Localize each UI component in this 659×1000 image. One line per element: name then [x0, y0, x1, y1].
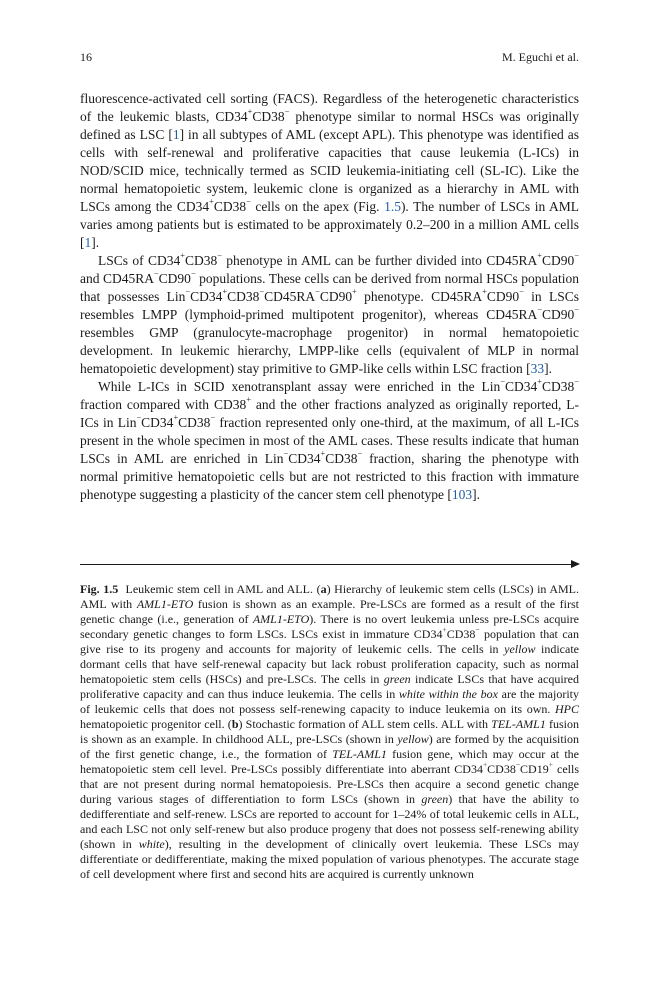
- citation-link[interactable]: 1: [172, 127, 180, 142]
- paragraph-1: fluorescence-activated cell sorting (FACS). Regardless of the heterogenetic characteristics of the leukemic blasts, CD34+CD38− phenotype similar to normal HSCs was originally defined as LSC [1] in all subtypes of AML (except APL). This phenotype was identified as cells with self-renewal and proliferative capacities that cause leukemia (L-ICs) in NOD/SCID mice, technically termed as SCID leukemia-initiating cell (SL-IC). Like the normal hematopoietic system, leukemic clone is organized as a hierarchy in AML with LSCs among the CD34+CD38− cells on the apex (Fig. 1.5). The number of LSCs in AML varies among patients but is estimated to be approximately 0.2–200 in a million AML cells [1].: [80, 91, 579, 250]
- arrow-right-icon: [571, 560, 580, 568]
- running-author: M. Eguchi et al.: [502, 50, 579, 64]
- figure-label: Fig. 1.5: [80, 582, 119, 596]
- figure-placeholder-rule: [80, 564, 574, 565]
- citation-link[interactable]: 103: [451, 487, 473, 502]
- page-number: 16: [80, 50, 92, 64]
- citation-link[interactable]: 33: [530, 361, 545, 376]
- figure-caption: Fig. 1.5 Leukemic stem cell in AML and ALL. (a) Hierarchy of leukemic stem cells (LSCs) in AML. AML with AML1-ETO fusion is shown as an example. Pre-LSCs are formed as a result of the first genetic change (i.e., generation of AML1-ETO). There is no overt leukemia unless pre-LSCs acquire secondary genetic changes to form LSCs. LSCs exist in immature CD34+CD38− population that can give rise to its progeny and accounts for majority of leukemic cells. The cells in yellow indicate dormant cells that have self-renewal capacity but lack robust proliferation capacity, such as normal hematopoietic stem cells (HSCs) and pre-LSCs. The cells in green indicate LSCs that have acquired proliferative capacity and can thus induce leukemia. The cells in white within the box are the majority of leukemic cells that does not possess self-renewing capacity to induce leukemia on its own. HPC hematopoietic progenitor cell. (b) Stochastic formation of ALL stem cells. ALL with TEL-AML1 fusion is shown as an example. In childhood ALL, pre-LSCs (shown in yellow) are formed by the acquisition of the first genetic change, i.e., the formation of TEL-AML1 fusion gene, which may occur at the hematopoietic stem cell level. Pre-LSCs possibly differentiate into aberrant CD34+CD38−CD19+ cells that are not present during normal hematopoiesis. Pre-LSCs then acquire a second genetic change during various stages of differentiation to form LSCs (shown in green) that have the ability to dedifferentiate and self-renew. LSCs are reported to account for 1–24% of total leukemic cells in ALL, and each LSC not only self-renew but also produce progeny that does not possess self-renewing ability (shown in white), resulting in the development of clinically overt leukemia. These LSCs may differentiate or dedifferentiate, making the mixed population of various phenotypes. The accurate stage of cell development where first and second hits are acquired is currently unknown: [80, 582, 580, 881]
- figure-link[interactable]: 1.5: [384, 199, 401, 214]
- body-text: [80, 90, 579, 504]
- citation-link[interactable]: 1: [84, 235, 92, 250]
- paragraph-3: While L-ICs in SCID xenotransplant assay were enriched in the Lin−CD34+CD38− fraction compared with CD38+ and the other fractions analyzed as originally reported, L-ICs in Lin−CD34+CD38− fraction represented only one-third, at the maximum, of all L-ICs present in the whole specimen in most of the AML cases. These results indicate that human LSCs in AML are enriched in Lin−CD34+CD38− fraction, sharing the phenotype with normal primitive hematopoietic cells but are not restricted to this fraction with immature phenotype suggesting a plasticity of the cancer stem cell phenotype [103].: [80, 377, 580, 502]
- paragraph-2: LSCs of CD34+CD38− phenotype in AML can be further divided into CD45RA+CD90− and CD45RA−CD90− populations. These cells can be derived from normal HSCs population that possesses Lin−CD34+CD38−CD45RA−CD90+ phenotype. CD45RA+CD90− in LSCs resembles LMPP (lymphoid-primed multipotent progenitor), whereas CD45RA−CD90− resembles GMP (granulocyte-macrophage progenitor) in normal hematopoietic development. In leukemic hierarchy, LMPP-like cells (equivalent of MLP in normal hematopoietic development) stay primitive to GMP-like cells within LSC fraction [33].: [80, 251, 580, 376]
- running-header: [80, 50, 579, 66]
